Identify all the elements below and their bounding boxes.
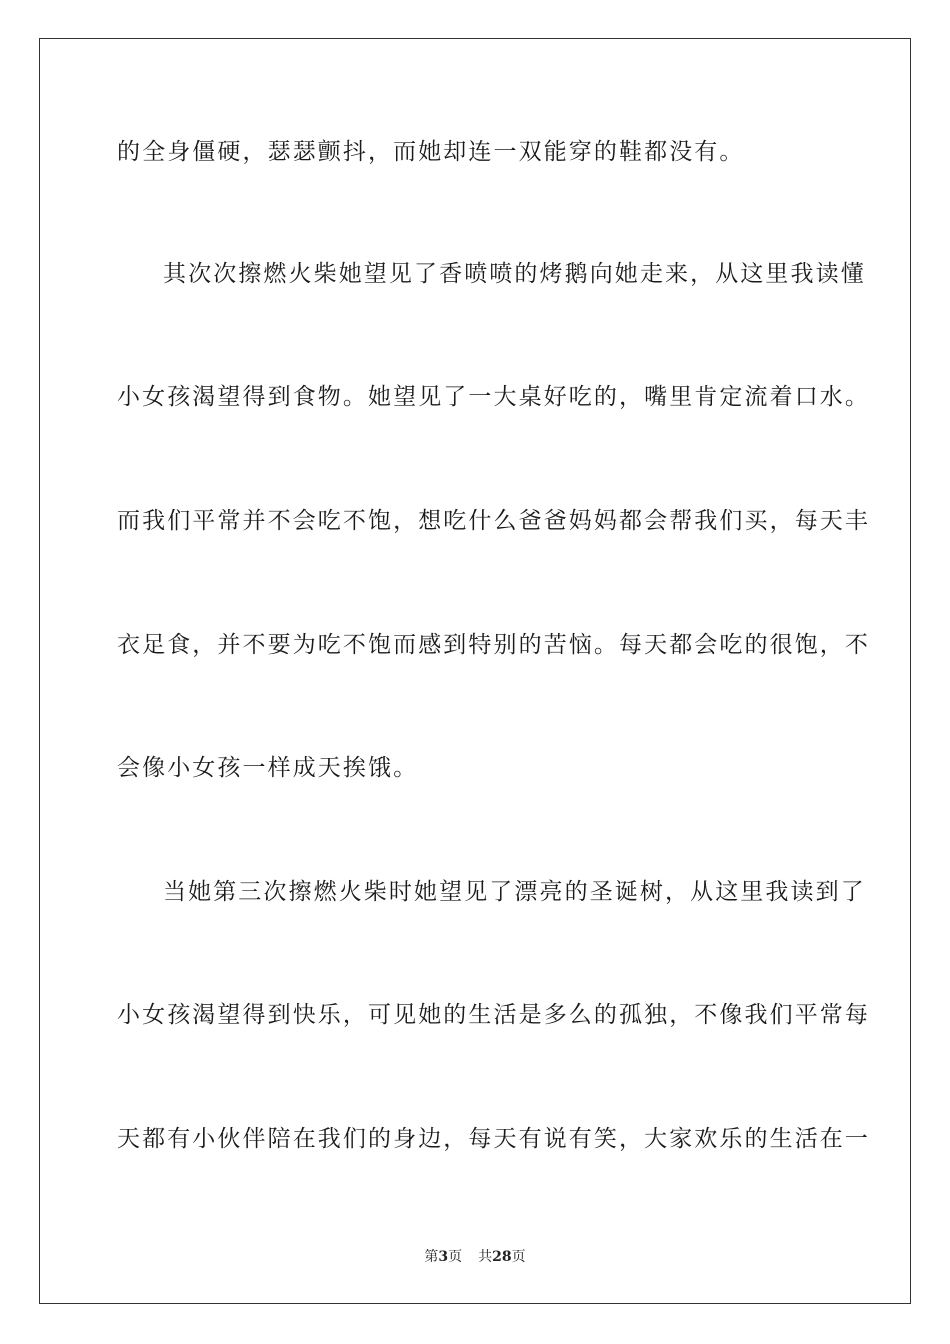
total-page-count: 28 — [492, 1249, 512, 1265]
page-label-prefix: 第 — [424, 1249, 439, 1265]
body-text-line: 当她第三次擦燃火柴时她望见了漂亮的圣诞树，从这里我读到了 — [163, 879, 866, 905]
body-text-line: 小女孩渴望得到快乐，可见她的生活是多么的孤独，不像我们平常每 — [117, 1002, 870, 1028]
body-text-line: 衣足食，并不要为吃不饱而感到特别的苦恼。每天都会吃的很饱，不 — [117, 632, 870, 658]
body-text-line: 天都有小伙伴陪在我们的身边，每天有说有笑，大家欢乐的生活在一 — [117, 1126, 870, 1152]
body-text-line: 而我们平常并不会吃不饱，想吃什么爸爸妈妈都会帮我们买，每天丰 — [117, 508, 870, 534]
body-text-line: 小女孩渴望得到食物。她望见了一大桌好吃的，嘴里肯定流着口水。 — [117, 384, 870, 410]
page-label-suffix: 页 — [448, 1249, 463, 1265]
total-label-prefix: 共 — [478, 1249, 493, 1265]
body-text-line: 其次次擦燃火柴她望见了香喷喷的烤鹅向她走来，从这里我读懂 — [163, 261, 866, 287]
page-number-footer — [0, 1247, 950, 1267]
total-label-suffix: 页 — [511, 1249, 526, 1265]
body-text-line: 会像小女孩一样成天挨饿。 — [117, 755, 419, 781]
current-page-number: 3 — [438, 1249, 449, 1265]
body-text-line: 的全身僵硬，瑟瑟颤抖，而她却连一双能穿的鞋都没有。 — [117, 139, 745, 165]
page-border — [39, 38, 911, 1304]
